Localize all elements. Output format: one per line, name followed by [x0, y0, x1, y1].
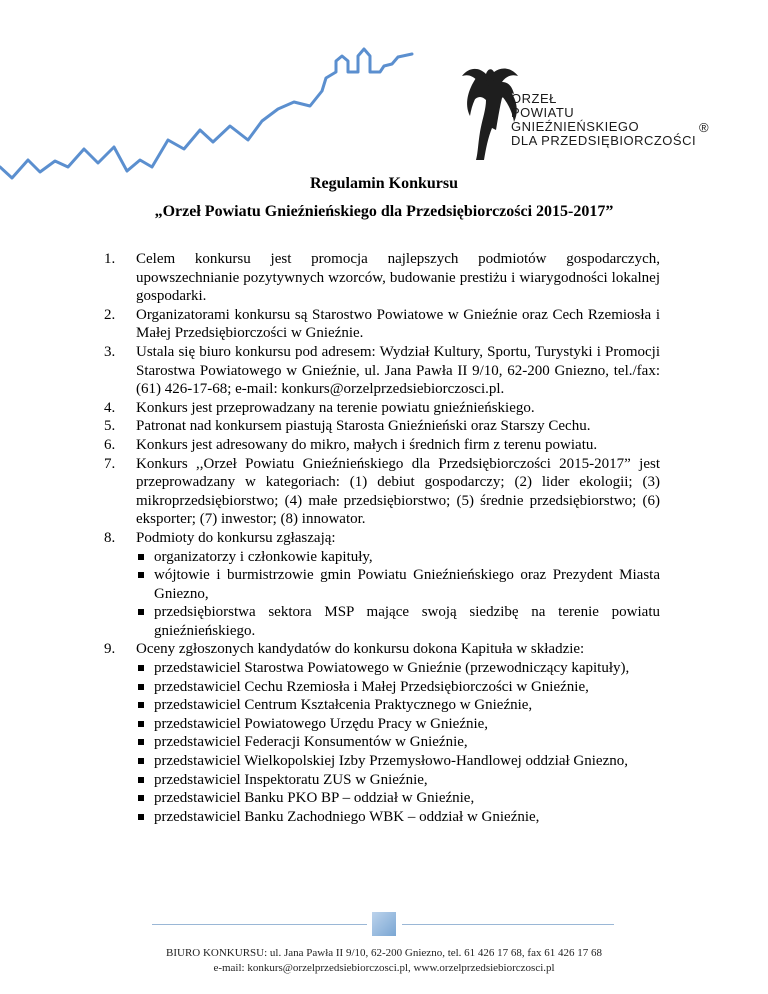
eagle-emblem-icon: [462, 69, 518, 160]
regulations-list: [104, 250, 660, 826]
logo-line-1: ORZEŁ: [511, 91, 557, 106]
bullet-square-icon: [138, 554, 144, 560]
jury-list: [136, 659, 660, 826]
skyline-line: [0, 49, 412, 178]
list-item: 5. Patronat nad konkursem piastują Starosta Gnieźnieński oraz Starszy Cechu.: [104, 418, 591, 435]
list-item: 3. Ustala się biuro konkursu pod adresem: Wydział Kultury, Sportu, Turystyki i Promocji Starostwa Powiatowego w Gnieźnie, ul. Jana Pawła II 9/10, 62-200 Gniezno, tel./fax: (61) 426-17-68; e-mail: konkurs@orzelprzedsiebiorczosci.pl.: [104, 343, 660, 398]
bullet-item: przedstawiciel Banku Zachodniego WBK – oddział w Gnieźnie,: [136, 808, 660, 827]
list-item: 4. Konkurs jest przeprowadzany na terenie powiatu gnieźnieńskiego.: [104, 399, 535, 416]
bullet-square-icon: [138, 702, 144, 708]
bullet-item: organizatorzy i członkowie kapituły,: [136, 548, 660, 567]
bullet-square-icon: [138, 758, 144, 764]
bullet-item: przedstawiciel Inspektoratu ZUS w Gnieźnie,: [136, 771, 660, 790]
registered-mark: ®: [699, 120, 709, 135]
logo-line-2: POWIATU: [511, 105, 575, 120]
logo-text: [511, 92, 696, 148]
list-item: 9. Oceny zgłoszonych kandydatów do konkursu dokona Kapituła w składzie: przedstawiciel Starostwa Powiatowego w Gnieźnie (przewodniczący kapituły), przedstawiciel Cechu Rzemiosła i Małej Przedsiębiorczości w Gnieźnie, przedstawiciel Centrum Kształcenia Praktycznego w Gnieźnie, przedstawiciel Powiatowego Urzędu Pracy w Gnieźnie, przedstawiciel Federacji Konsumentów w Gnieźnie, przedstawiciel Wielkopolskiej Izby Przemysłowo-Handlowej oddział Gniezno, przedstawiciel Inspektoratu ZUS w Gnieźnie, przedstawiciel Banku PKO BP – oddział w Gnieźnie, przedstawiciel Banku Zachodniego WBK – oddział w Gnieźnie,: [104, 640, 660, 826]
footer-divider-right: [402, 924, 614, 925]
list-item: 7. Konkurs ,,Orzeł Powiatu Gnieźnieńskiego dla Przedsiębiorczości 2015-2017” jest przeprowadzany w kategoriach: (1) debiut gospodarczy; (2) lider ekologii; (3) mikroprzedsiębiorstwo; (4) małe przedsiębiorstwo; (5) średnie przedsiębiorstwo; (6) eksporter; (7) inwestor; (8) innowator.: [104, 455, 660, 528]
bullet-square-icon: [138, 684, 144, 690]
list-item: 1. Celem konkursu jest promocja najlepszych podmiotów gospodarczych, upowszechnianie pozytywnych wzorców, budowanie prestiżu i wiarygodności lokalnej gospodarki.: [104, 251, 660, 305]
bullet-item: przedstawiciel Banku PKO BP – oddział w Gnieźnie,: [136, 789, 660, 808]
footer-divider-left: [152, 924, 367, 925]
page-title: Regulamin Konkursu: [309, 175, 459, 192]
bullet-square-icon: [138, 609, 144, 615]
bullet-item: przedstawiciel Federacji Konsumentów w Gnieźnie,: [136, 733, 660, 752]
list-item: 2. Organizatorami konkursu są Starostwo Powiatowe w Gnieźnie oraz Cech Rzemiosła i Małej Przedsiębiorczości w Gnieźnie.: [104, 306, 660, 342]
regulations-body: [104, 250, 660, 826]
bullet-item: przedstawiciel Cechu Rzemiosła i Małej Przedsiębiorczości w Gnieźnie,: [136, 678, 660, 697]
bullet-item: przedstawiciel Centrum Kształcenia Praktycznego w Gnieźnie,: [136, 696, 660, 715]
bullet-item: przedsiębiorstwa sektora MSP mające swoją siedzibę na terenie powiatu gnieźnieńskiego.: [136, 603, 660, 640]
page-subtitle: „Orzeł Powiatu Gnieźnieńskiego dla Przedsiębiorczości 2015-2017”: [154, 203, 614, 220]
list-item: 8. Podmioty do konkursu zgłaszają: organizatorzy i członkowie kapituły, wójtowie i burmistrzowie gmin Powiatu Gnieźnieńskiego oraz Prezydent Miasta Gniezno, przedsiębiorstwa sektora MSP mające swoją siedzibę na terenie powiatu gnieźnieńskiego.: [104, 529, 660, 639]
submitters-list: [136, 548, 660, 641]
logo-line-3: GNIEŹNIEŃSKIEGO: [511, 119, 640, 134]
footer-square-ornament: [372, 912, 396, 936]
bullet-square-icon: [138, 739, 144, 745]
bullet-square-icon: [138, 572, 144, 578]
bullet-item: wójtowie i burmistrzowie gmin Powiatu Gnieźnieńskiego oraz Prezydent Miasta Gniezno,: [136, 566, 660, 603]
footer-contact: e-mail: konkurs@orzelprzedsiebiorczosci.pl, www.orzelprzedsiebiorczosci.pl: [213, 962, 555, 974]
bullet-square-icon: [138, 795, 144, 801]
bullet-square-icon: [138, 814, 144, 820]
logo-line-4: DLA PRZEDSIĘBIORCZOŚCI: [511, 133, 697, 148]
bullet-item: przedstawiciel Starostwa Powiatowego w Gnieźnie (przewodniczący kapituły),: [136, 659, 660, 678]
bullet-square-icon: [138, 777, 144, 783]
list-item: 6. Konkurs jest adresowany do mikro, małych i średnich firm z terenu powiatu.: [104, 436, 598, 453]
bullet-item: przedstawiciel Powiatowego Urzędu Pracy w Gnieźnie,: [136, 715, 660, 734]
bullet-square-icon: [138, 665, 144, 671]
bullet-item: przedstawiciel Wielkopolskiej Izby Przemysłowo-Handlowej oddział Gniezno,: [136, 752, 660, 771]
footer-address: BIURO KONKURSU: ul. Jana Pawła II 9/10, 62-200 Gniezno, tel. 61 426 17 68, fax 61 426 17 68: [166, 947, 602, 959]
bullet-square-icon: [138, 721, 144, 727]
